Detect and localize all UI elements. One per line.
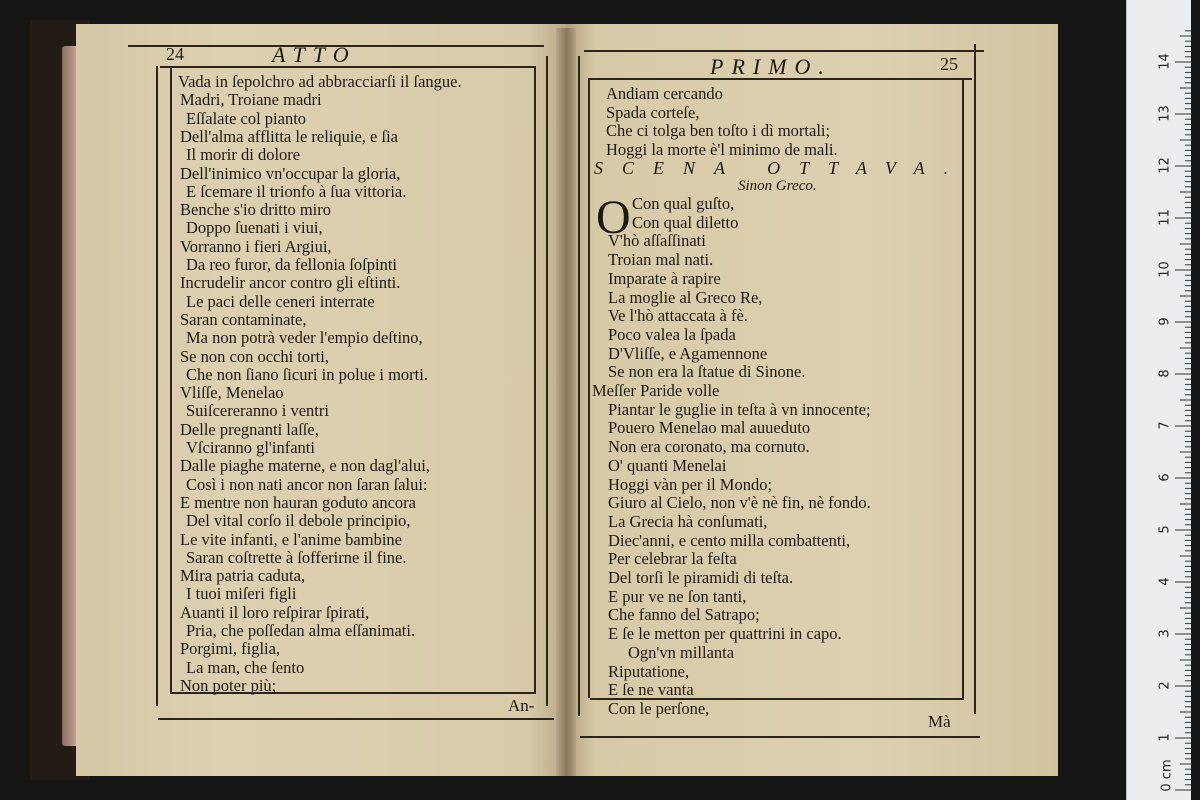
text-line: Porgimi, figlia, <box>180 639 281 659</box>
text-line: Poco valea la ſpada <box>608 324 736 344</box>
ruler-number: 5 <box>1157 525 1173 534</box>
right-bottom-rule <box>580 736 980 738</box>
drop-cap: O <box>596 191 631 244</box>
ruler-number: 11 <box>1157 209 1173 226</box>
right-frame-outer-right <box>974 44 976 714</box>
text-line: Saran contaminate, <box>180 309 307 329</box>
right-folio: 25 <box>940 54 958 74</box>
ruler-number: 10 <box>1157 261 1173 278</box>
text-line: Con qual diletto <box>632 212 739 232</box>
text-line: Dalle piaghe materne, e non dagl'alui, <box>180 456 430 476</box>
left-frame-inner <box>170 66 172 694</box>
text-line: Saran coſtrette à ſofferirne il fine. <box>186 547 407 567</box>
text-line: Che ci tolga ben toſto i dì mortali; <box>606 121 831 140</box>
text-line: Troian mal nati. <box>608 250 714 270</box>
ruler-number: 13 <box>1157 105 1173 122</box>
left-bottom-rule <box>158 718 554 720</box>
text-line: D'Vliſſe, e Agamennone <box>608 343 768 363</box>
left-folio: 24 <box>166 44 184 64</box>
text-line: E ſcemare il trionfo à ſua vittoria. <box>186 181 407 201</box>
right-frame-outer-left <box>578 56 580 716</box>
text-line: Le paci delle ceneri interrate <box>186 291 375 311</box>
text-line: Che non ſiano ſicuri in polue i morti. <box>186 364 428 384</box>
text-line: Mira patria caduta, <box>180 566 306 586</box>
text-line: Madri, Troiane madri <box>180 90 322 110</box>
text-line: Se non era la ſtatue di Sinone. <box>608 362 806 382</box>
ruler-number: 2 <box>1157 681 1173 690</box>
text-line: Così i non nati ancor non ſaran ſalui: <box>186 474 428 494</box>
right-frame-inner-left <box>588 78 590 698</box>
text-line: Incrudelir ancor contro gli eſtinti. <box>180 273 401 293</box>
speaker-name: Sinon Greco. <box>738 178 817 194</box>
text-line: Auanti il loro reſpirar ſpirati, <box>180 602 370 622</box>
right-running-head: PRIMO. <box>710 54 832 79</box>
ruler-number: 7 <box>1157 421 1173 430</box>
text-line: Ma non potrà veder l'empio deſtino, <box>186 328 423 348</box>
measuring-ruler <box>1126 0 1191 800</box>
text-line: I tuoi miſeri figli <box>186 584 297 604</box>
text-line: Non era coronato, ma cornuto. <box>608 437 810 457</box>
ruler-number: 8 <box>1157 369 1173 378</box>
book-gutter <box>556 28 576 776</box>
text-line: Imparate à rapire <box>608 268 721 288</box>
text-line: La Grecia hà conſumati, <box>608 511 768 531</box>
text-line: La man, che ſento <box>186 657 305 677</box>
text-line: Per celebrar la feſta <box>608 549 737 569</box>
left-running-head: ATTO <box>272 42 357 67</box>
ruler-number: 1 <box>1157 733 1173 742</box>
left-frame-outer <box>156 66 158 706</box>
text-line: Diec'anni, e cento milla combattenti, <box>608 530 851 550</box>
text-line: Riputatione, <box>608 661 690 681</box>
left-frame-right-outer <box>546 56 548 706</box>
ruler-number: 12 <box>1157 157 1173 174</box>
right-catchword: Mà <box>928 712 951 731</box>
text-line: Eſſalate col pianto <box>186 108 307 128</box>
text-line: Pouero Menelao mal auueduto <box>608 418 811 438</box>
text-line: Hoggi la morte è'l minimo de mali. <box>606 139 838 159</box>
ruler-number: 14 <box>1157 53 1173 70</box>
text-line: Dell'alma afflitta le reliquie, e ſia <box>180 126 398 146</box>
text-line: Hoggi vàn per il Mondo; <box>608 474 773 494</box>
text-line: E ſe le metton per quattrini in capo. <box>608 624 842 644</box>
ruler-number: 3 <box>1157 629 1173 638</box>
text-line: Suiſcereranno i ventri <box>186 401 329 421</box>
ruler-number: 9 <box>1157 317 1173 326</box>
text-line: Pria, che poſſedan alma eſſanimati. <box>186 621 416 640</box>
text-line: Le vite infanti, e l'anime bambine <box>180 529 402 549</box>
text-line: Piantar le guglie in teſta à vn innocente; <box>608 399 871 419</box>
text-line: Vorranno i fieri Argiui, <box>180 236 332 256</box>
text-line: Delle pregnanti laſſe, <box>180 419 319 439</box>
ruler-number: 6 <box>1157 473 1173 482</box>
text-line: E mentre non hauran goduto ancora <box>180 492 416 512</box>
text-line: Ogn'vn millanta <box>628 642 735 662</box>
text-line: Dell'inimico vn'occupar la gloria, <box>180 163 401 183</box>
text-line: Che fanno del Satrapo; <box>608 605 760 625</box>
scene-heading: SCENA OTTAVA. <box>594 158 968 178</box>
left-catchword: An- <box>508 696 535 715</box>
text-line: O' quanti Menelai <box>608 455 727 475</box>
text-line: Spada corteſe, <box>606 102 700 122</box>
text-line: Del torſi le piramidi di teſta. <box>608 568 794 587</box>
text-line: La moglie al Greco Re, <box>608 287 763 307</box>
text-line: Da reo furor, da fellonia ſoſpinti <box>186 255 398 274</box>
left-frame-right <box>534 66 536 694</box>
text-line: E pur ve ne ſon tanti, <box>608 586 747 606</box>
text-line: Vliſſe, Menelao <box>180 383 284 403</box>
text-line: Benche s'io dritto miro <box>180 200 331 220</box>
text-line: Vſciranno gl'infanti <box>186 438 315 457</box>
text-line: Il morir di dolore <box>186 145 301 165</box>
text-line: E ſe ne vanta <box>608 680 694 700</box>
text-line: Doppo ſuenati i viui, <box>186 218 323 238</box>
right-top-rule <box>584 50 984 52</box>
text-line: V'hò aſſaſſinati <box>608 231 706 251</box>
text-line: Del vital corſo il debole principio, <box>186 511 411 531</box>
text-line: Con le perſone, <box>608 698 710 718</box>
text-line: Andiam cercando <box>606 84 723 103</box>
ruler-unit-label: 0 cm <box>1159 759 1175 792</box>
text-line: Giuro al Cielo, non v'è nè fin, nè fondo. <box>608 493 871 513</box>
text-line: Non poter più; <box>180 675 277 695</box>
ruler-number: 4 <box>1157 577 1173 586</box>
text-line: Vada in ſepolchro ad abbracciarſi il ſangue. <box>178 72 462 91</box>
text-line: Meſſer Paride volle <box>592 381 720 400</box>
text-line: Ve l'hò attaccata à fè. <box>608 306 748 326</box>
text-line: Con qual guſto, <box>632 194 735 213</box>
text-line: Se non con occhi torti, <box>180 346 329 366</box>
